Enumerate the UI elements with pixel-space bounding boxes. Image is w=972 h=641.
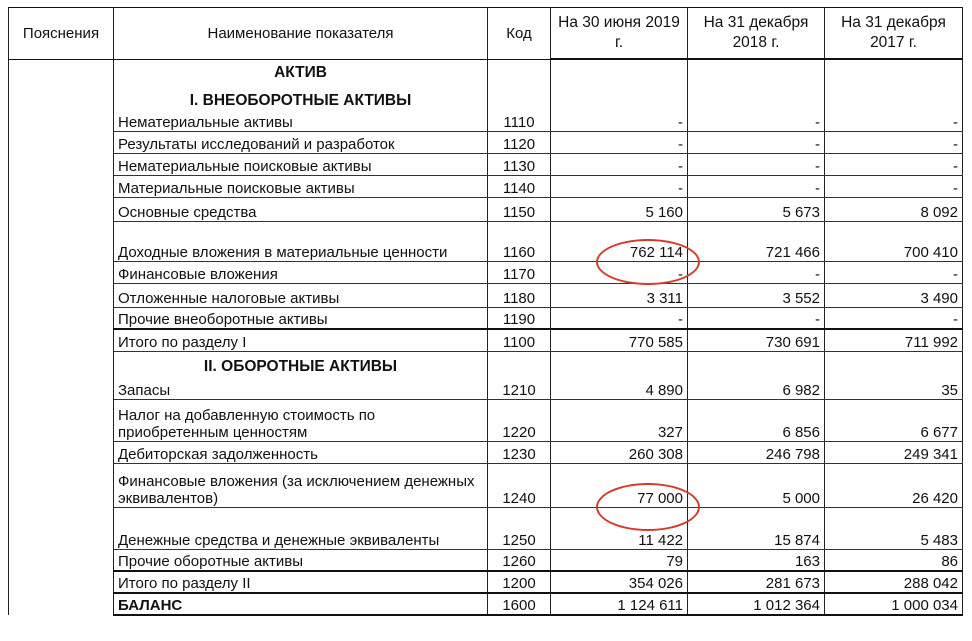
value-2018: -	[688, 153, 825, 175]
value-2018: 6 982	[688, 375, 825, 399]
row-name: Запасы	[114, 375, 488, 399]
section-asset-row	[9, 59, 963, 85]
value-2019: 327	[551, 399, 688, 441]
row-name: Прочие оборотные активы	[114, 549, 488, 571]
value-2019: 770 585	[551, 329, 688, 351]
row-name: Нематериальные активы	[114, 109, 488, 131]
value-2018: -	[688, 307, 825, 329]
row-name: Дебиторская задолженность	[114, 441, 488, 463]
table-row	[9, 307, 963, 329]
value-2017: 249 341	[825, 441, 963, 463]
table-row	[9, 507, 963, 549]
header-row	[9, 8, 963, 60]
header-notes: Пояснения	[9, 8, 114, 60]
header-period-2019: На 30 июня 2019 г.	[551, 8, 688, 60]
table-row	[9, 131, 963, 153]
value-2019: 4 890	[551, 375, 688, 399]
notes-cell	[9, 549, 114, 571]
value-2017: 5 483	[825, 507, 963, 549]
value-2019: 79	[551, 549, 688, 571]
value-2017: 8 092	[825, 197, 963, 221]
notes-cell	[9, 283, 114, 307]
value-2019: -	[551, 261, 688, 283]
row-code: 1160	[488, 221, 551, 261]
table-row	[9, 399, 963, 441]
value-2019: -	[551, 109, 688, 131]
section-2-title: II. ОБОРОТНЫЕ АКТИВЫ	[114, 351, 488, 375]
row-name: Финансовые вложения	[114, 261, 488, 283]
value-2019: 762 114	[551, 221, 688, 261]
value-2017: 26 420	[825, 463, 963, 507]
notes-cell	[9, 175, 114, 197]
value-2017: 288 042	[825, 571, 963, 593]
value-2018: 5 673	[688, 197, 825, 221]
row-name: Материальные поисковые активы	[114, 175, 488, 197]
value-2019: -	[551, 131, 688, 153]
value-2017: 711 992	[825, 329, 963, 351]
notes-cell	[9, 307, 114, 329]
notes-cell	[9, 131, 114, 153]
row-code: 1140	[488, 175, 551, 197]
section-asset-title: АКТИВ	[114, 59, 488, 85]
notes-cell	[9, 463, 114, 507]
notes-cell	[9, 261, 114, 283]
section-2-row	[9, 351, 963, 375]
row-code: 1100	[488, 329, 551, 351]
notes-cell	[9, 221, 114, 261]
row-code: 1130	[488, 153, 551, 175]
notes-cell	[9, 441, 114, 463]
value-2018: 246 798	[688, 441, 825, 463]
value-2017: -	[825, 109, 963, 131]
table-row	[9, 571, 963, 593]
value-2019: 1 124 611	[551, 593, 688, 615]
row-name: Доходные вложения в материальные ценности	[114, 221, 488, 261]
table-row	[9, 109, 963, 131]
row-name: Результаты исследований и разработок	[114, 131, 488, 153]
row-code: 1120	[488, 131, 551, 153]
value-2017: -	[825, 307, 963, 329]
value-2019: 3 311	[551, 283, 688, 307]
value-2017: 700 410	[825, 221, 963, 261]
notes-cell	[9, 507, 114, 549]
row-name: Налог на добавленную стоимость по приобретенным ценностям	[114, 399, 488, 441]
table-row	[9, 593, 963, 615]
row-code: 1180	[488, 283, 551, 307]
table-row	[9, 329, 963, 351]
value-2018: -	[688, 131, 825, 153]
value-2018: 281 673	[688, 571, 825, 593]
notes-cell	[9, 329, 114, 351]
table-row	[9, 463, 963, 507]
value-2017: 6 677	[825, 399, 963, 441]
row-name: Финансовые вложения (за исключением денежных эквивалентов)	[114, 463, 488, 507]
row-name: Прочие внеоборотные активы	[114, 307, 488, 329]
row-code: 1210	[488, 375, 551, 399]
row-name: Отложенные налоговые активы	[114, 283, 488, 307]
row-name: Итого по разделу I	[114, 329, 488, 351]
table-row	[9, 175, 963, 197]
value-2018: 1 012 364	[688, 593, 825, 615]
value-2019: -	[551, 153, 688, 175]
value-2017: -	[825, 175, 963, 197]
table-row	[9, 283, 963, 307]
row-name: БАЛАНС	[114, 593, 488, 615]
row-code: 1170	[488, 261, 551, 283]
table-row	[9, 375, 963, 399]
header-period-2018: На 31 декабря 2018 г.	[688, 8, 825, 60]
value-2018: -	[688, 175, 825, 197]
table-row	[9, 441, 963, 463]
section-1-row	[9, 85, 963, 109]
section-1-title: I. ВНЕОБОРОТНЫЕ АКТИВЫ	[114, 85, 488, 109]
value-2017: -	[825, 261, 963, 283]
value-2018: 721 466	[688, 221, 825, 261]
value-2018: -	[688, 109, 825, 131]
row-code: 1220	[488, 399, 551, 441]
row-code: 1240	[488, 463, 551, 507]
row-name: Основные средства	[114, 197, 488, 221]
value-2017: -	[825, 153, 963, 175]
value-2017: -	[825, 131, 963, 153]
value-2018: 3 552	[688, 283, 825, 307]
value-2019: 5 160	[551, 197, 688, 221]
notes-cell	[9, 109, 114, 131]
table-row	[9, 153, 963, 175]
value-2017: 35	[825, 375, 963, 399]
value-2019: 354 026	[551, 571, 688, 593]
notes-cell	[9, 593, 114, 615]
table-row	[9, 197, 963, 221]
value-2018: 163	[688, 549, 825, 571]
row-code: 1200	[488, 571, 551, 593]
value-2019: 260 308	[551, 441, 688, 463]
balance-sheet-table	[8, 7, 963, 616]
table-row	[9, 221, 963, 261]
header-code: Код	[488, 8, 551, 60]
notes-cell	[9, 153, 114, 175]
row-name: Итого по разделу II	[114, 571, 488, 593]
value-2018: -	[688, 261, 825, 283]
table-row	[9, 261, 963, 283]
value-2018: 5 000	[688, 463, 825, 507]
row-code: 1110	[488, 109, 551, 131]
value-2017: 3 490	[825, 283, 963, 307]
value-2019: -	[551, 175, 688, 197]
notes-cell	[9, 375, 114, 399]
row-code: 1250	[488, 507, 551, 549]
value-2019: 77 000	[551, 463, 688, 507]
value-2017: 86	[825, 549, 963, 571]
row-name: Денежные средства и денежные эквиваленты	[114, 507, 488, 549]
value-2019: 11 422	[551, 507, 688, 549]
notes-cell	[9, 399, 114, 441]
notes-cell	[9, 571, 114, 593]
table-row	[9, 549, 963, 571]
row-code: 1600	[488, 593, 551, 615]
row-code: 1150	[488, 197, 551, 221]
row-name: Нематериальные поисковые активы	[114, 153, 488, 175]
value-2017: 1 000 034	[825, 593, 963, 615]
value-2018: 15 874	[688, 507, 825, 549]
header-name: Наименование показателя	[114, 8, 488, 60]
value-2019: -	[551, 307, 688, 329]
value-2018: 6 856	[688, 399, 825, 441]
notes-cell	[9, 197, 114, 221]
row-code: 1230	[488, 441, 551, 463]
row-code: 1260	[488, 549, 551, 571]
value-2018: 730 691	[688, 329, 825, 351]
header-period-2017: На 31 декабря 2017 г.	[825, 8, 963, 60]
row-code: 1190	[488, 307, 551, 329]
